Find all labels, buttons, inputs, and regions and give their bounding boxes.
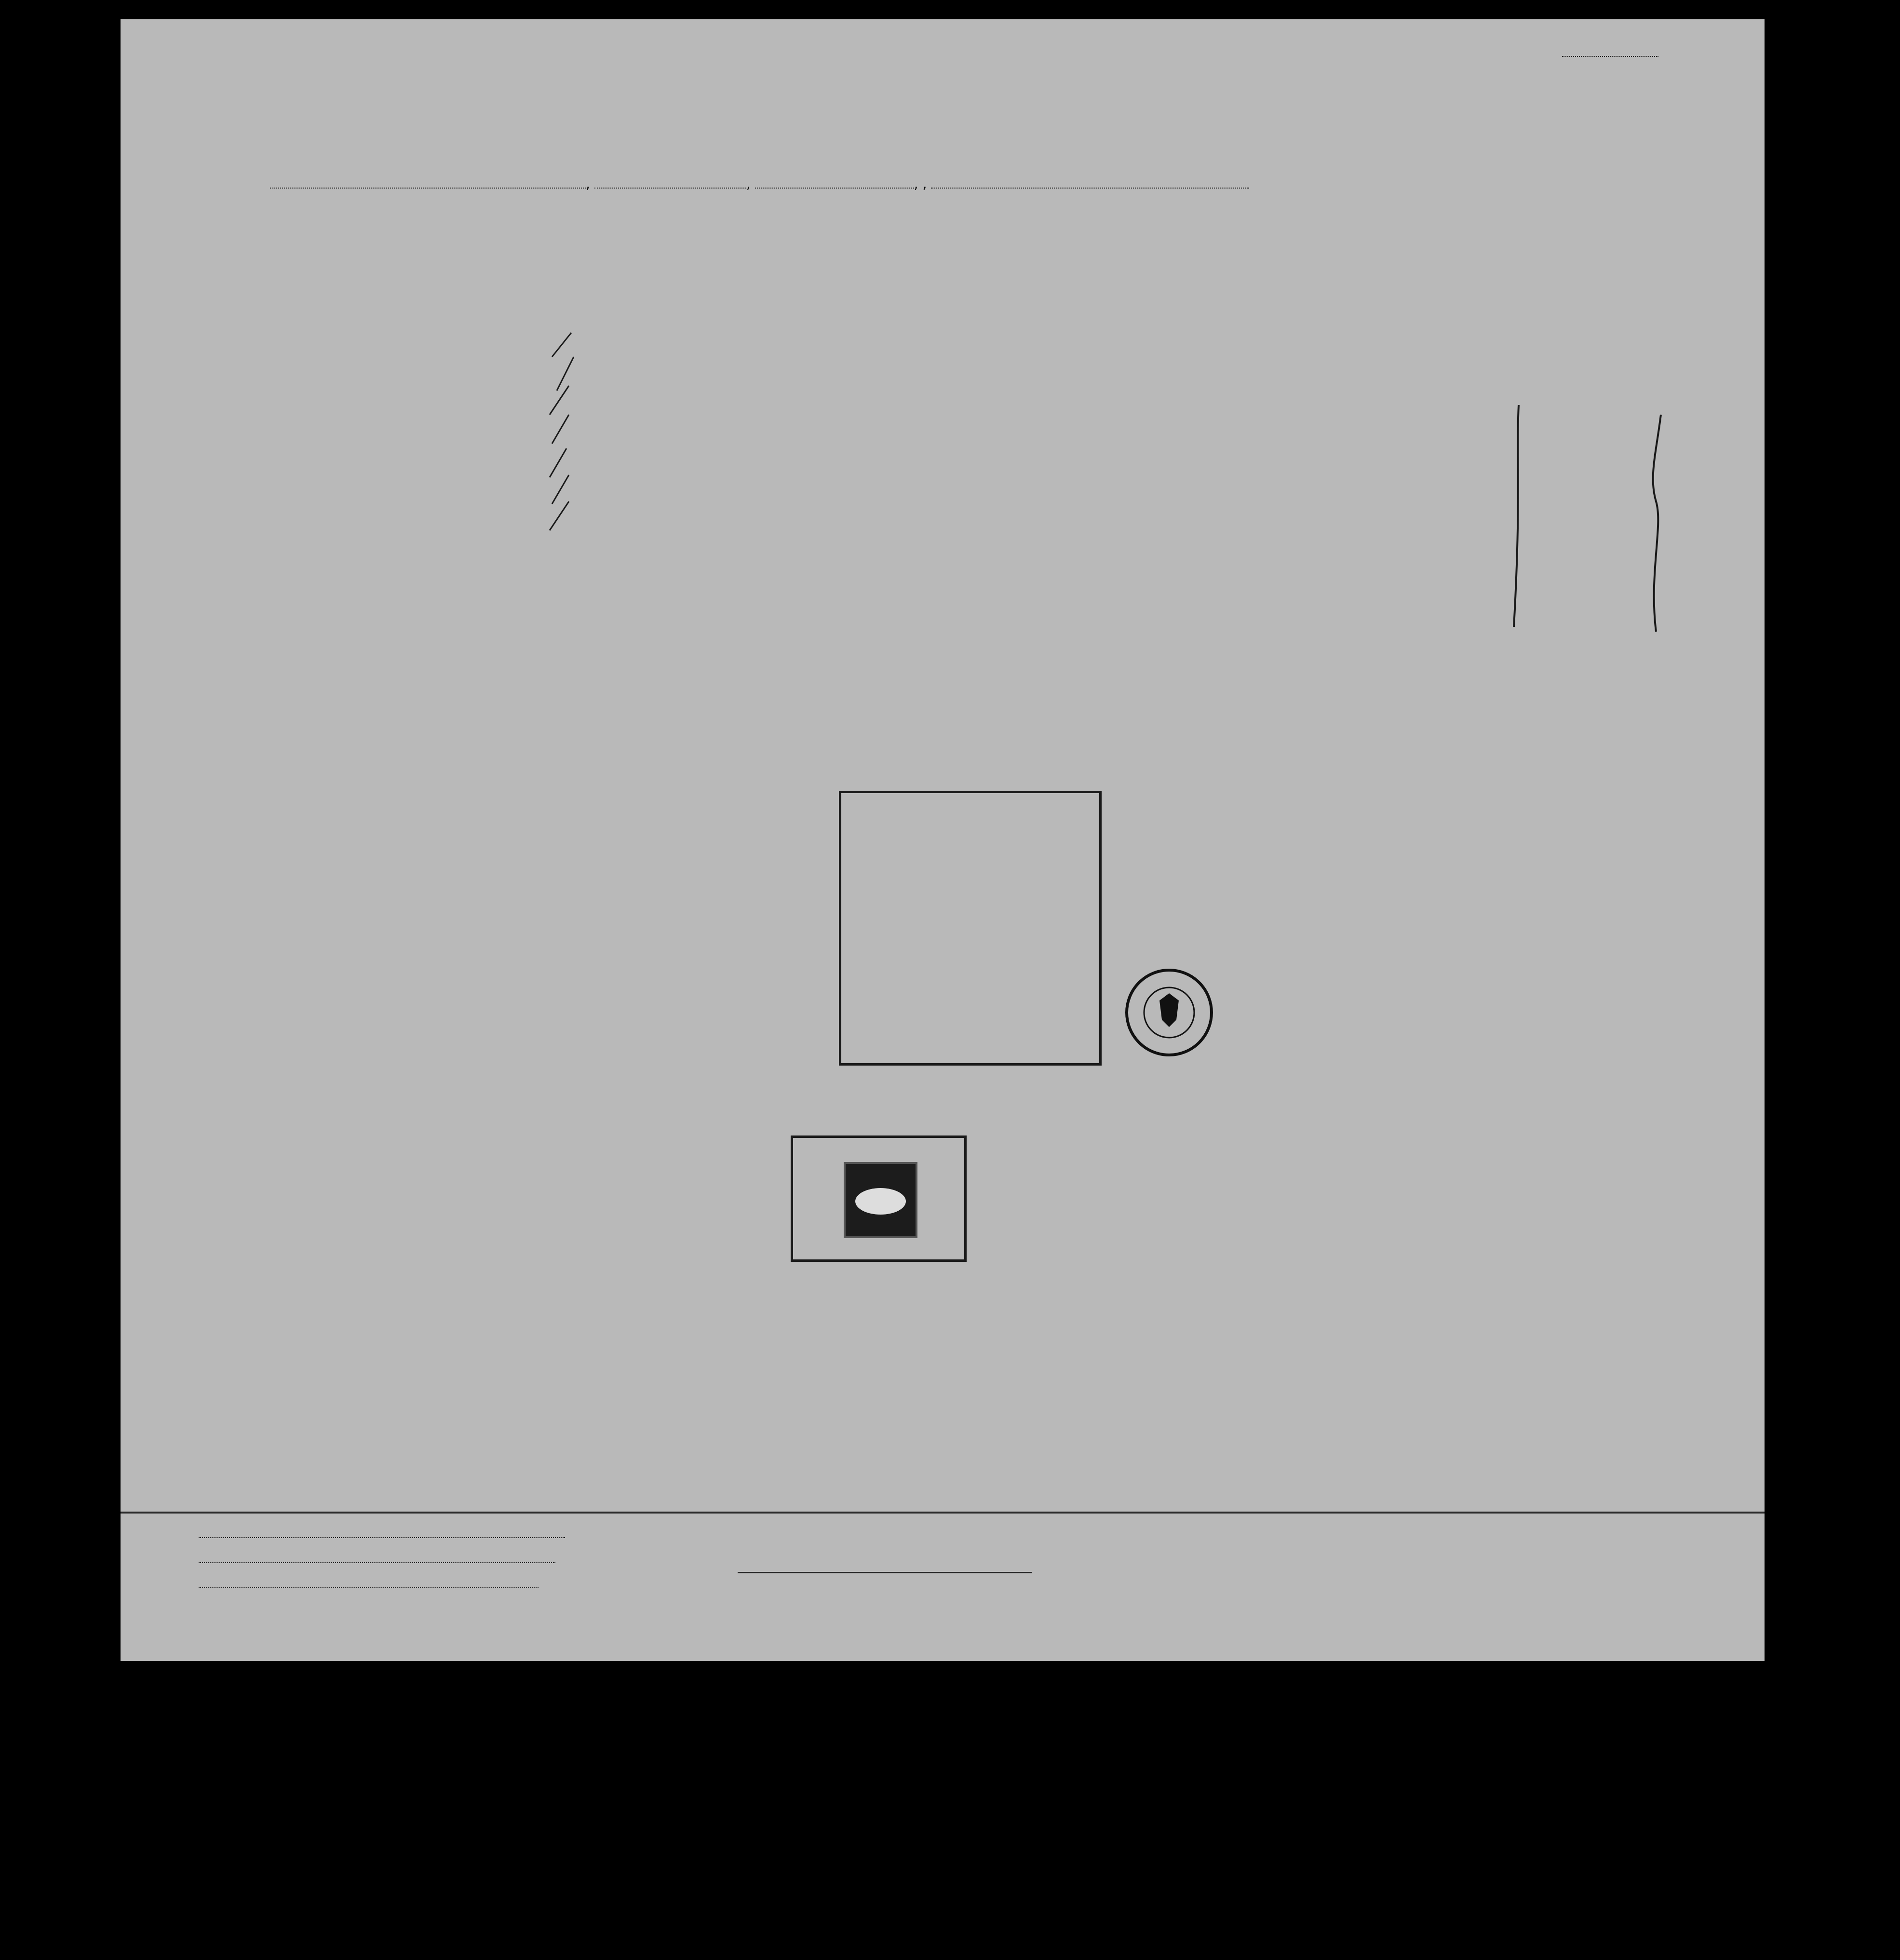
manifest-sheet xyxy=(121,19,1765,1661)
page-subtitle xyxy=(207,116,1673,136)
inspector-signature-line xyxy=(738,1572,1032,1573)
arriving-value xyxy=(594,188,746,189)
footer-divider xyxy=(121,1512,1765,1514)
sheet-number xyxy=(1562,46,1658,60)
fee-stamp-value xyxy=(855,1188,906,1215)
arrival-date xyxy=(755,188,914,189)
footer-agents xyxy=(189,1579,539,1591)
consulate-stamp xyxy=(839,791,1102,1066)
fee-stamp xyxy=(844,1162,917,1238)
klm-seal xyxy=(1123,967,1215,1058)
footer-line xyxy=(189,1528,565,1541)
voyage-line: , , , , xyxy=(270,176,1249,192)
vessel-value xyxy=(270,188,586,189)
from-port-value xyxy=(931,188,1249,189)
fee-stamp-box xyxy=(791,1135,967,1262)
footer-owners xyxy=(189,1554,555,1566)
